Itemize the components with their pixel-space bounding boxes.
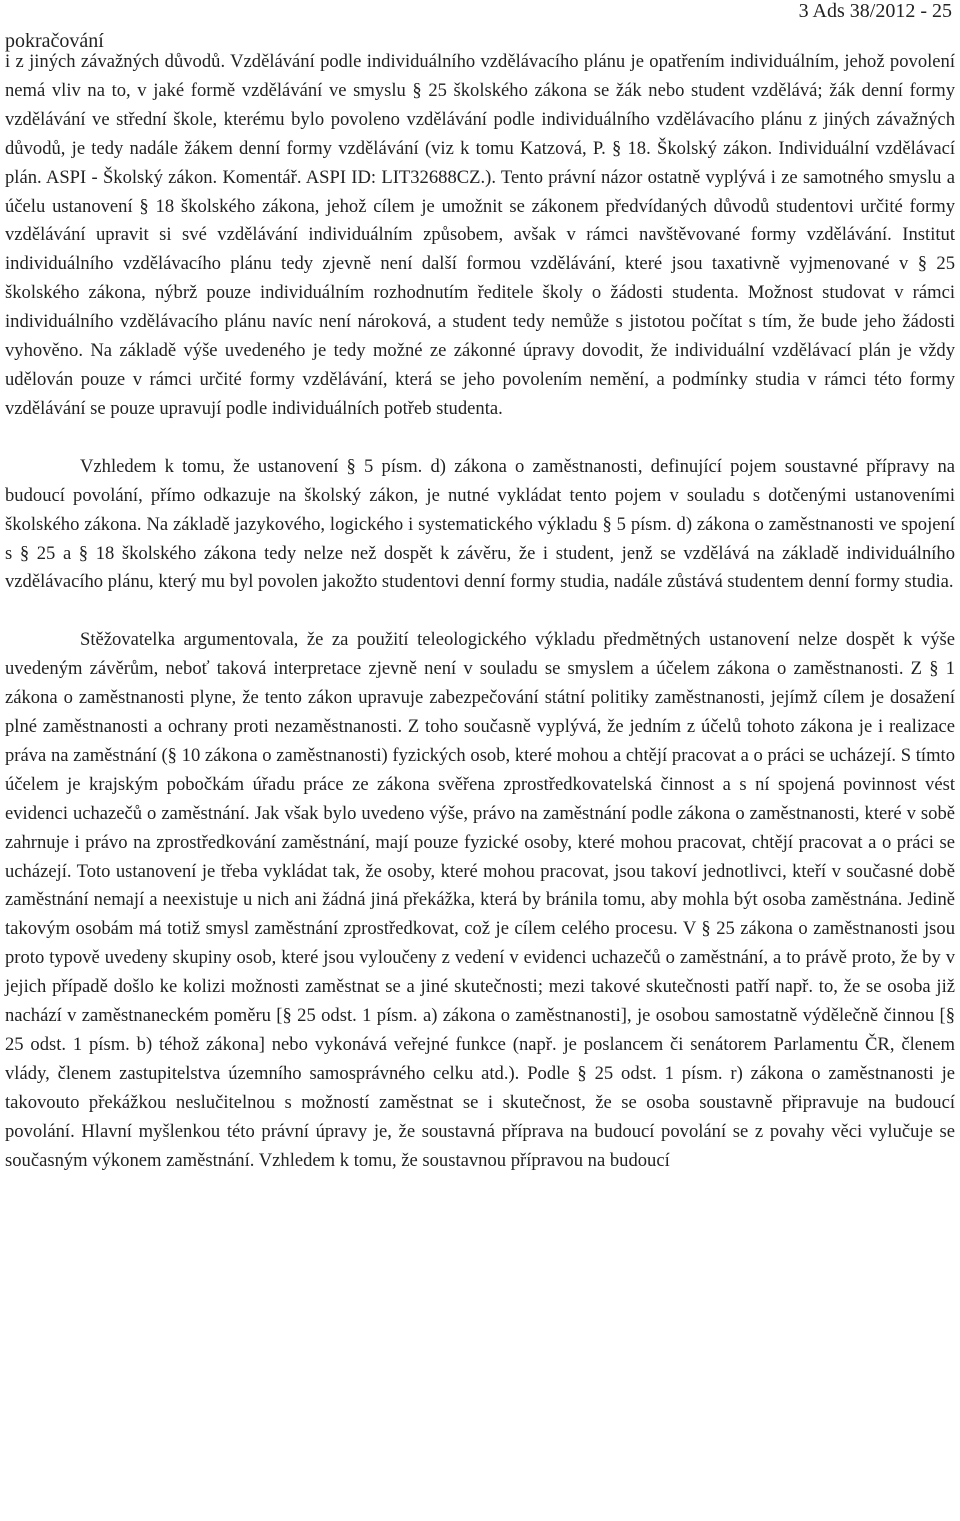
paragraph-2: Vzhledem k tomu, že ustanovení § 5 písm. d) zákona o zaměstnanosti, definující pojem soustavné přípravy na budoucí povolání, přímo odkazuje na školský zákon, je nutné vykládat tento pojem v souladu s dotčenými ustanoveními školského zákona. Na základě jazykového, logického i systematického výkladu § 5 písm. d) zákona o zaměstnanosti ve spojení s § 25 a § 18 školského zákona tedy nelze než dospět k závěru, že i student, jenž se vzdělává na základě individuálního vzdělávacího plánu, který mu byl povolen jakožto studentovi denní formy studia, nadále zůstává studentem denní formy studia. bbox=[5, 455, 955, 593]
paragraph-spacer bbox=[5, 597, 955, 626]
paragraph-1: i z jiných závažných důvodů. Vzdělávání podle individuálního vzdělávacího plánu je opatřením individuálním, jehož povolení nemá vliv na to, v jaké formě vzdělávání ve smyslu § 25 školského zákona se žák nebo student vzdělává; žák denní formy vzdělávání ve střední škole, kterému bylo povoleno vzdělávání podle individuálního vzdělávacího plánu z jiných závažných důvodů, je tedy nadále žákem denní formy vzdělávání (viz k tomu Katzová, P. § 18. Školský zákon. Individuální vzdělávací plán. ASPI - Školský zákon. Komentář. ASPI ID: LIT32688CZ.). Tento právní názor ostatně vyplývá i ze samotného smyslu a účelu ustanovení § 18 školského zákona, jehož cílem je umožnit se zákonem předvídaných důvodů studentovi určité formy vzdělávání upravit si své vzdělávání individuálním způsobem, avšak v rámci navštěvované formy vzdělávání. Institut individuálního vzdělávacího plánu tedy zjevně není další formou vzdělávání, které jsou taxativně vyjmenované v § 25 školského zákona, nýbrž pouze individuálním rozhodnutím ředitele školy o žádosti studenta. Možnost studovat v rámci individuálního vzdělávacího plánu navíc není nároková, a student tedy nemůže s jistotou počítat s tím, že bude jeho žádosti vyhověno. Na základě výše uvedeného je tedy možné ze zákonné úpravy dovodit, že individuální vzdělávací plán je vždy udělován pouze v rámci určité formy vzdělávání, která se jeho povolením nemění, a podmínky studia v rámci této formy vzdělávání se pouze upravují podle individuálních potřeb studenta. bbox=[5, 51, 955, 419]
paragraph-spacer bbox=[5, 424, 955, 453]
continuation-label: pokračování bbox=[5, 30, 104, 52]
document-body bbox=[5, 48, 955, 1176]
paragraph-3: Stěžovatelka argumentovala, že za použití teleologického výkladu předmětných ustanovení nelze dospět k výše uvedeným závěrům, neboť taková interpretace zjevně není v souladu se smyslem a účelem zákona o zaměstnanosti. Z § 1 zákona o zaměstnanosti plyne, že tento zákon upravuje zabezpečování státní politiky zaměstnanosti, jejímž cílem je dosažení plné zaměstnanosti a ochrany proti nezaměstnanosti. Z toho současně vyplývá, že jedním z účelů tohoto zákona je i realizace práva na zaměstnání (§ 10 zákona o zaměstnanosti) fyzických osob, které mohou a chtějí pracovat a o práci se ucházejí. S tímto účelem je krajským pobočkám úřadu práce ze zákona svěřena zprostředkovatelská činnost a s ní spojená povinnost vést evidenci uchazečů o zaměstnání. Jak však bylo uvedeno výše, právo na zaměstnání podle zákona o zaměstnanosti, které v sobě zahrnuje i právo na zprostředkování zaměstnání, mají pouze fyzické osoby, které mohou pracovat, chtějí pracovat a o práci se ucházejí. Toto ustanovení je třeba vykládat tak, že osoby, které mohou pracovat, jsou takoví jednotlivci, kteří v současné době zaměstnání nemají a neexistuje u nich ani žádná jiná překážka, která by bránila tomu, aby mohla být osoba zaměstnána. Jedině takovým osobám má totiž smysl zaměstnání zprostředkovat, což je cílem celého procesu. V § 25 zákona o zaměstnanosti jsou proto typově uvedeny skupiny osob, které jsou vyloučeny z vedení v evidenci uchazečů o zaměstnání, a to právě proto, že by v jejich případě došlo ke kolizi možnosti zaměstnat se a jiné skutečnosti; mezi takové skutečnosti patří např. to, že se osoba již nachází v zaměstnaneckém poměru [§ 25 odst. 1 písm. a) zákona o zaměstnanosti], je osobou samostatně výdělečně činnou [§ 25 odst. 1 písm. b) téhož zákona] nebo vykonává veřejné funkce (např. je poslancem či senátorem Parlamentu ČR, členem vlády, členem zastupitelstva územního samosprávného celku atd.). Podle § 25 odst. 1 písm. r) zákona o zaměstnanosti je takovouto překážkou neslučitelnou s možností zaměstnat se i skutečnost, že se osoba soustavně připravuje na budoucí povolání. Hlavní myšlenkou této právní úpravy je, že soustavná příprava na budoucí povolání se z povahy věci vylučuje se současným výkonem zaměstnání. Vzhledem k tomu, že soustavnou přípravou na budoucí bbox=[5, 629, 955, 1171]
file-number: 3 Ads 38/2012 - 25 bbox=[798, 0, 952, 22]
